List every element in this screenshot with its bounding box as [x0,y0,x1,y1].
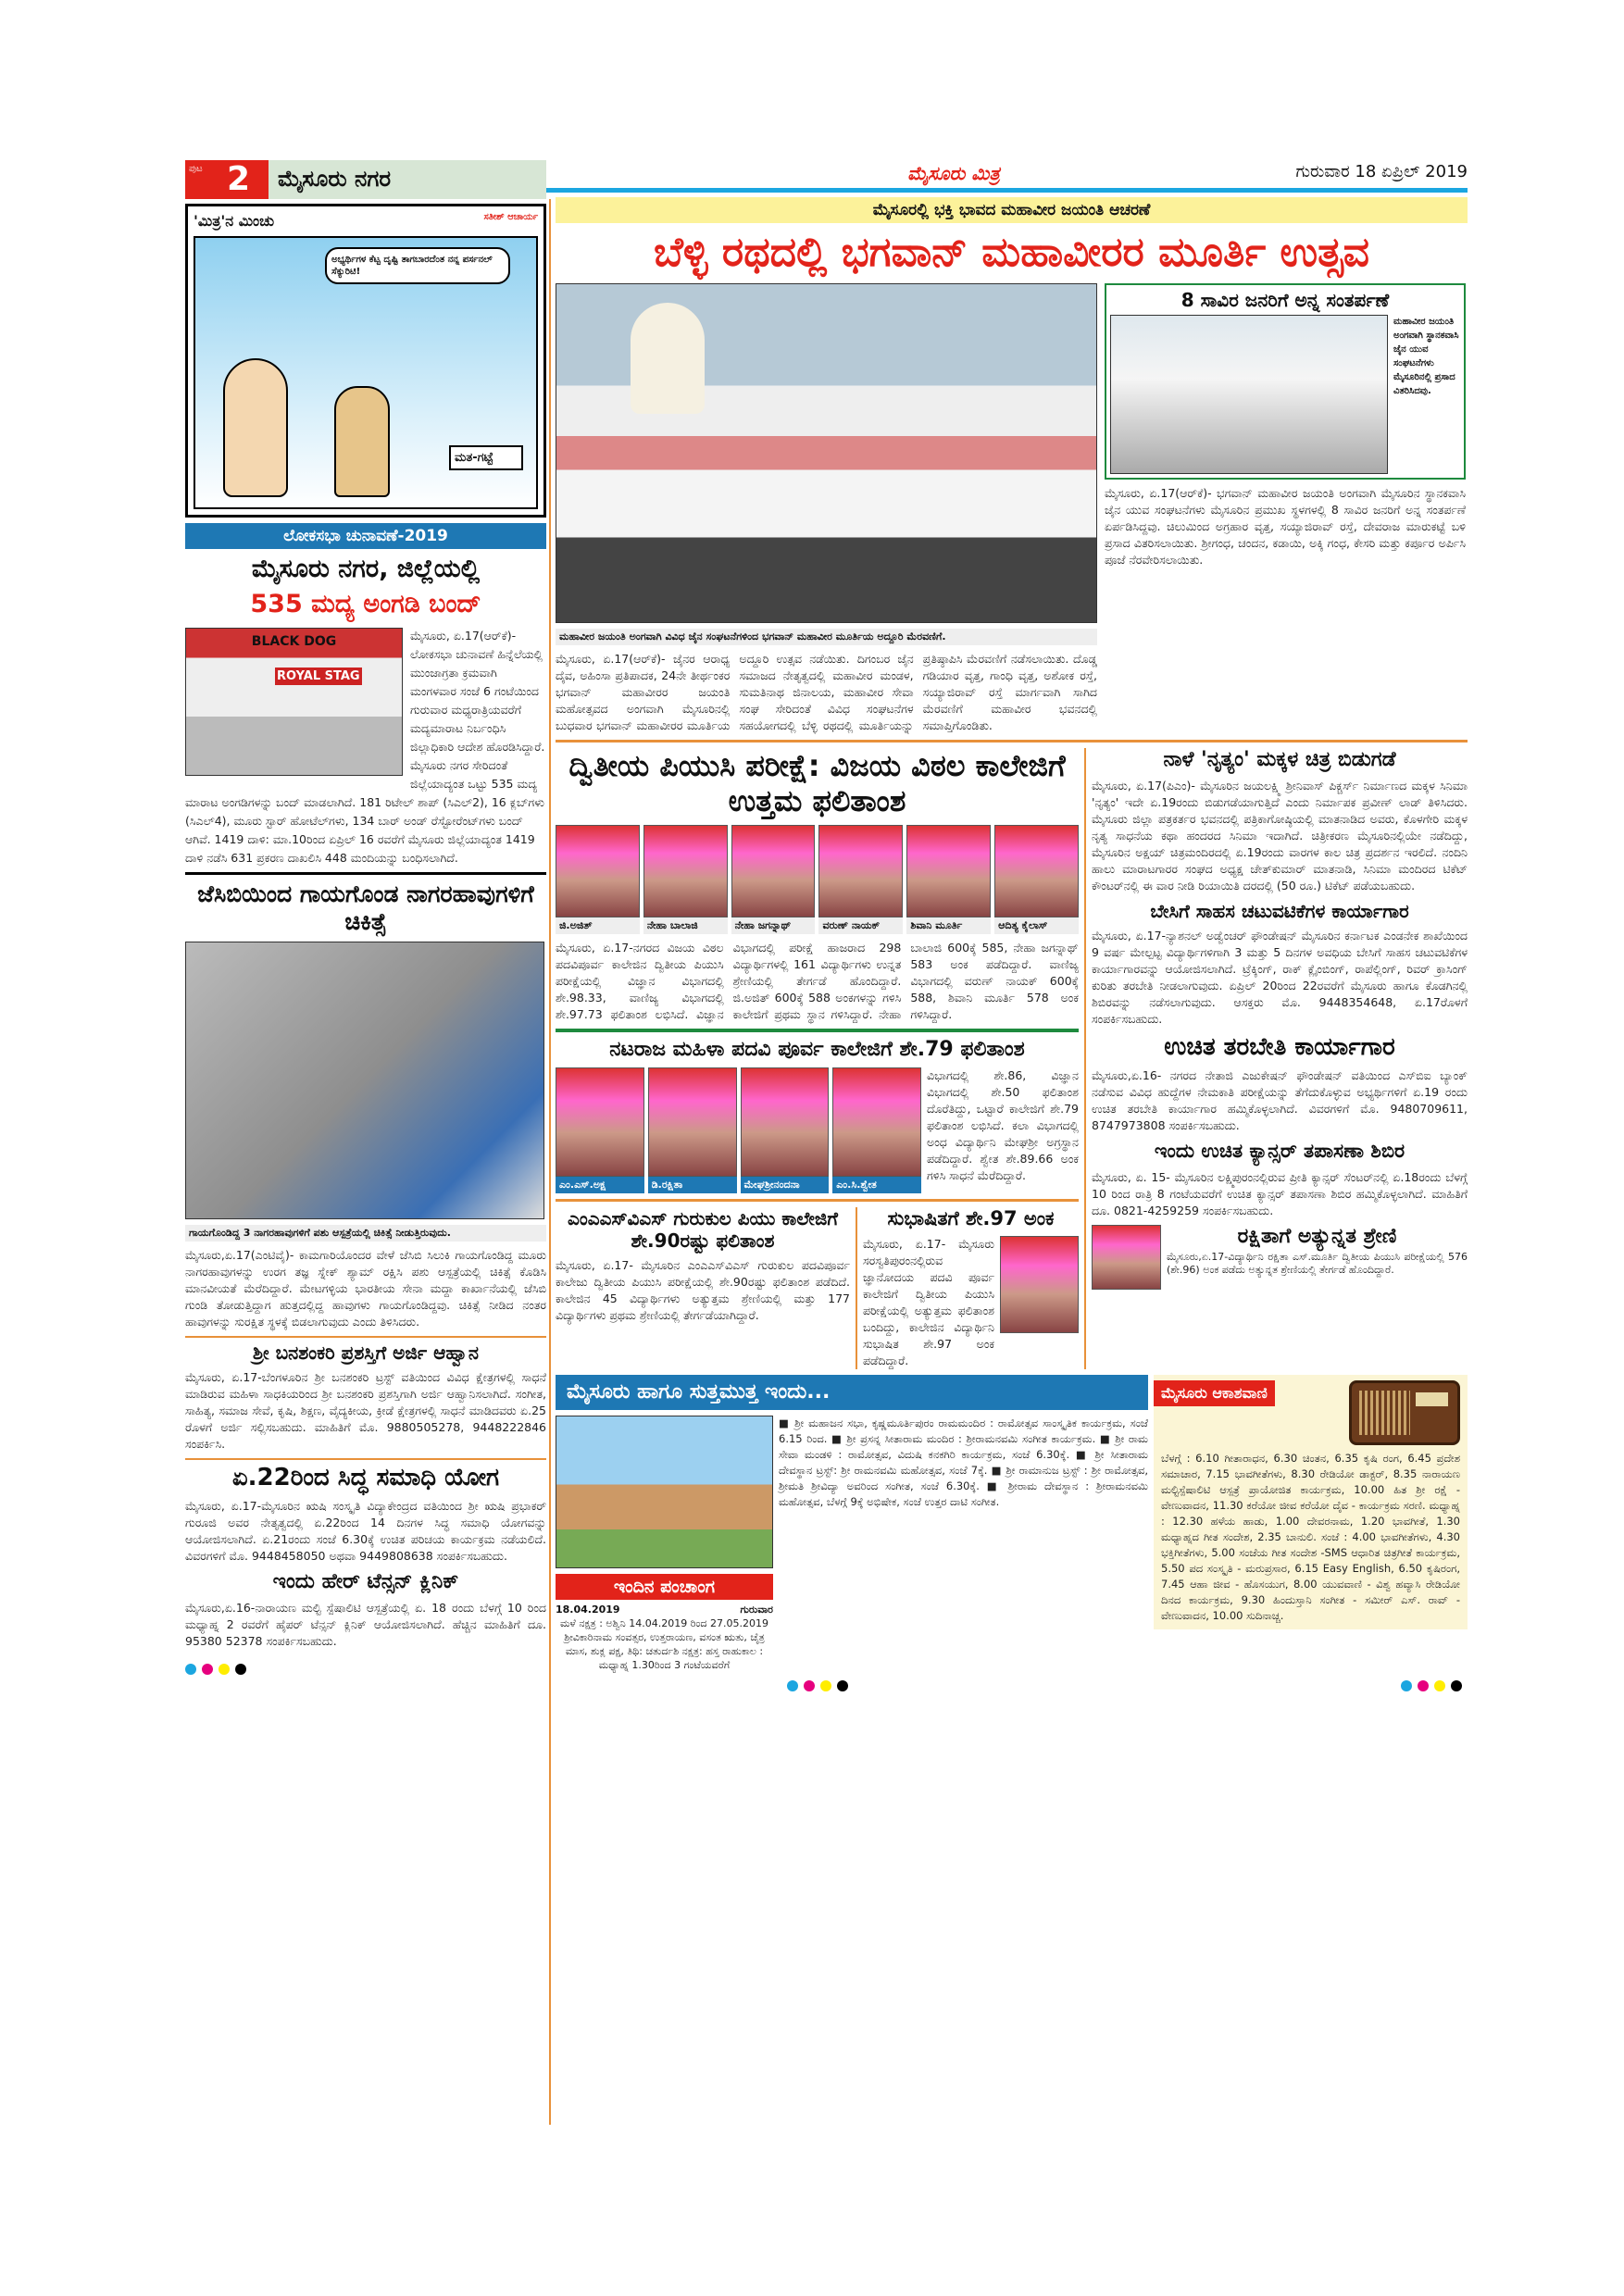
procession-photo [556,283,1097,623]
column-divider [549,199,551,2125]
loksabha-banner: ಲೋಕಸಭಾ ಚುನಾವಣೆ-2019 [185,523,546,549]
panchanga-date: 18.04.2019 [556,1603,620,1616]
student-photo [994,825,1079,917]
student-card [994,825,1079,934]
anna-photo [1110,315,1388,474]
registration-marks-right [1401,1678,1468,1695]
anna-headline: 8 ಸಾವಿರ ಜನರಿಗೆ ಅನ್ನ ಸಂತರ್ಪಣೆ [1181,288,1390,311]
student-card [556,1067,644,1193]
lead-headline: ಬೆಳ್ಳಿ ರಥದಲ್ಲಿ ಭಗವಾನ್ ಮಹಾವೀರರ ಮೂರ್ತಿ ಉತ್ಸವ [654,229,1369,276]
student-name: ಎಂ.ಎಸ್.ಅಕ್ಷ [556,1177,644,1193]
banashankari-body: ಮೈಸೂರು, ಏ.17-ಬೆಂಗಳೂರಿನ ಶ್ರೀ ಬನಶಂಕರಿ ಟ್ರಸ್ಟ್ ವತಿಯಿಂದ ವಿವಿಧ ಕ್ಷೇತ್ರಗಳಲ್ಲಿ ಸಾಧನೆ ಮಾಡಿರುವ ಮಹಿಳಾ ಸಾಧಕಿಯರಿಂದ ಶ್ರೀ ಬನಶಂಕರಿ ಪ್ರಶಸ್ತಿಗಾಗಿ ಅರ್ಜಿ ಆಹ್ವಾನಿಸಲಾಗಿದೆ. ಸಂಗೀತ, ಸಾಹಿತ್ಯ, ಸಮಾಜ ಸೇವೆ, ಕೃಷಿ, ಶಿಕ್ಷಣ, ವೈದ್ಯಕೀಯ, ಕ್ರೀಡೆ ಕ್ಷೇತ್ರಗಳಲ್ಲಿ ಸಾಧನೆ ಮಾಡಿದವರು ಏ.25 ರೊಳಗೆ ಅರ್ಜಿ ಸಲ್ಲಿಸಬಹುದು. ಮಾಹಿತಿಗೆ ಮೊ. 9880505278, 9448222846 ಸಂಪರ್ಕಿಸಿ. [185,1369,546,1451]
mahavira-statue [631,303,705,414]
student-card [556,825,640,934]
student-card [643,825,728,934]
page-label: ಪುಟ [189,164,203,174]
student-name: ಆದಿತ್ಯ ಕೈಲಾಸ್ [994,917,1079,934]
right-column [1092,748,1468,1290]
section-rule [556,1199,1079,1202]
student-name: ಜಿ.ಅಜಿತ್ [556,917,640,934]
besige-body: ಮೈಸೂರು, ಏ.17-ನ್ಯಾಶನಲ್ ಅಡ್ವೆಂಚರ್ ಫೌಂಡೇಷನ್ ಮೈಸೂರಿನ ಕರ್ನಾಟಕ ಎಂಡನೇಕ ಶಾಖೆಯಿಂದ 9 ವರ್ಷ ಮೇಲ್ಪಟ್ಟ ವಿದ್ಯಾರ್ಥಿಗಳಿಗಾಗಿ 3 ಮತ್ತು 5 ದಿನಗಳ ಅವಧಿಯ ಬೇಸಿಗೆ ಸಾಹಸ ಚಟುವಟಿಕೆಗಳ ಕಾರ್ಯಾಗಾರವನ್ನು ಆಯೋಜಿಸಲಾಗಿದೆ. ಟ್ರೆಕ್ಕಿಂಗ್, ರಾಕ್ ಕ್ಲೈಂಬಿಂಗ್, ರಾಪೆಲ್ಲಿಂಗ್, ರಿವರ್ ಕ್ರಾಸಿಂಗ್ ಕುರಿತು ತರಬೇತಿ ನೀಡಲಾಗುವುದು. ಏಪ್ರಿಲ್ 20ರಿಂದ 22ರವರೆಗೆ ಮೈಸೂರು ಹಾಗೂ ಕೊಡಗಿನಲ್ಲಿ ಶಿಬಿರವನ್ನು ನಡೆಸಲಾಗುವುದು. ಆಸಕ್ತರು ಮೊ. 9448354648, ಏ.17ರೊಳಗೆ ಸಂಪರ್ಕಿಸಬಹುದು. [1092,929,1468,1027]
today-events-top: ■ ಶ್ರೀ ಮಹಾಜನ ಸಭಾ, ಕೃಷ್ಣಮೂರ್ತಿಪುರಂ ರಾಮಮಂದಿರ : ರಾಮೋತ್ಸವ ಸಾಂಸ್ಕೃತಿಕ ಕಾರ್ಯಕ್ರಮ, ಸಂಜೆ 6.15 ರಿಂದ. ■ ಶ್ರೀ ಪ್ರಸನ್ನ ಸೀತಾರಾಮ ಮಂದಿರ : ಶ್ರೀರಾಮನವಮಿ ಸಂಗೀತ ಕಾರ್ಯಕ್ರಮ. ■ ಶ್ರೀ ರಾಮ ಸೇವಾ ಮಂಡಳಿ : ರಾಮೋತ್ಸವ, ವಿದುಷಿ ಕನಕಗಿರಿ ಕಾರ್ಯಕ್ರಮ, ಸಂಜೆ 6.30ಕ್ಕೆ. ■ ಶ್ರೀ ಸೀತಾರಾಮ ದೇವಸ್ಥಾನ ಟ್ರಸ್ಟ್: ಶ್ರೀ ರಾಮನವಮಿ ಮಹೋತ್ಸವ, ಸಂಜೆ 7ಕ್ಕೆ. ■ ಶ್ರೀ ರಾಮಾನುಜ ಟ್ರಸ್ಟ್ : ಶ್ರೀ ರಾಮೋತ್ಸವ, ಶ್ರೀಮತಿ ಶ್ರೀವಿದ್ಯಾ ಅವರಿಂದ ಸಂಗೀತ, ಸಂಜೆ 6.30ಕ್ಕೆ. ■ ಶ್ರೀರಾಮ ದೇವಸ್ಥಾನ : ಶ್ರೀರಾಮನವಮಿ ಮಹೋತ್ಸವ, ಬೆಳಗ್ಗೆ 9ಕ್ಕೆ ಅಭಿಷೇಕ, ಸಂಜೆ ಉತ್ತರ ದಾಟಿ ಸಂಗೀತ. [779,1416,1148,1509]
mms-body: ಮೈಸೂರು, ಏ.17- ಮೈಸೂರಿನ ಎಂಎಎಸ್‌ವಿಎಸ್ ಗುರುಕುಲ ಪದವಿಪೂರ್ವ ಕಾಲೇಜು ದ್ವಿತೀಯ ಪಿಯುಸಿ ಪರೀಕ್ಷೆಯಲ್ಲಿ ಶೇ.90ರಷ್ಟು ಫಲಿತಾಂಶ ಪಡೆದಿದೆ. ಕಾಲೇಜಿನ 45 ವಿದ್ಯಾರ್ಥಿಗಳು ಅತ್ಯುತ್ತಮ ಶ್ರೇಣಿಯಲ್ಲಿ ಮತ್ತು 177 ವಿದ್ಯಾರ್ಥಿಗಳು ಪ್ರಥಮ ಶ್ರೇಣಿಯಲ್ಲಿ ತೇರ್ಗಡೆಯಾಗಿದ್ದಾರೆ. [556,1257,850,1322]
yoga-body: ಮೈಸೂರು, ಏ.17-ಮೈಸೂರಿನ ಋಷಿ ಸಂಸ್ಕೃತಿ ವಿದ್ಯಾಕೇಂದ್ರದ ವತಿಯಿಂದ ಶ್ರೀ ಋಷಿ ಪ್ರಭಾಕರ್ ಗುರೂಜಿ ಅವರ ನೇತೃತ್ವದಲ್ಲಿ ಏ.22ರಿಂದ 14 ದಿನಗಳ ಸಿದ್ಧ ಸಮಾಧಿ ಯೋಗವನ್ನು ಆಯೋಜಿಸಲಾಗಿದೆ. ಏ.21ರಂದು ಸಂಜೆ 6.30ಕ್ಕೆ ಉಚಿತ ಪರಿಚಯ ಕಾರ್ಯಕ್ರಮ ನಡೆಯಲಿದೆ. ವಿವರಗಳಿಗೆ ಮೊ. 9448458050 ಅಥವಾ 9449808638 ಸಂಪರ್ಕಿಸಬಹುದು. [185,1498,546,1563]
loksabha-body: ಮೈಸೂರು, ಏ.17(ಆರ್‌ಕೆ)- ಲೋಕಸಭಾ ಚುನಾವಣೆ ಹಿನ್ನೆಲೆಯಲ್ಲಿ ಮುಂಜಾಗ್ರತಾ ಕ್ರಮವಾಗಿ ಮಂಗಳವಾರ ಸಂಜೆ 6 ಗಂಟೆಯಿಂದ ಗುರುವಾರ ಮಧ್ಯರಾತ್ರಿಯವರೆಗೆ ಮದ್ಯಮಾರಾಟ ನಿರ್ಬಂಧಿಸಿ ಜಿಲ್ಲಾಧಿಕಾರಿ ಆದೇಶ ಹೊರಡಿಸಿದ್ದಾರೆ. ಮೈಸೂರು ನಗರ ಸೇರಿದಂತೆ ಜಿಲ್ಲೆಯಾದ್ಯಂತ ಒಟ್ಟು 535 ಮದ್ಯ ಮಾರಾಟ ಅಂಗಡಿಗಳನ್ನು ಬಂದ್ ಮಾಡಲಾಗಿದೆ. 181 ರಿಟೇಲ್ ಶಾಪ್ (ಸಿಎಲ್2), 16 ಕ್ಲಬ್‌ಗಳು (ಸಿಎಲ್4), ಮೂರು ಸ್ಟಾರ್ ಹೋಟೆಲ್‌ಗಳು, 134 ಬಾರ್ ಅಂಡ್ ರೆಸ್ಟೋರೆಂಟ್‌ಗಳು ಬಂದ್ ಆಗಿವೆ. 1419 ದಾಳಿ: ಮಾ.10ರಿಂದ ಏಪ್ರಿಲ್ 16 ರವರೆಗೆ ಮೈಸೂರು ಜಿಲ್ಲೆಯಾದ್ಯಂತ 1419 ದಾಳಿ ನಡೆಸಿ 631 ಪ್ರಕರಣ ದಾಖಲಿಸಿ 448 ಮಂದಿಯನ್ನು ಬಂಧಿಸಲಾಗಿದೆ. [185,628,545,865]
yoga-headline: ಏ.22ರಿಂದ ಸಿದ್ಧ ಸಮಾಧಿ ಯೋಗ [185,1458,546,1492]
left-column [185,204,546,1678]
nataraja-headline: ನಟರಾಜ ಮಹಿಳಾ ಪದವಿ ಪೂರ್ವ ಕಾಲೇಜಿಗೆ ಶೇ.79 ಫಲಿತಾಂಶ [609,1037,1025,1061]
radio-schedule: ಬೆಳಗ್ಗೆ : 6.10 ಗೀತಾರಾಧನ, 6.30 ಚಿಂತನ, 6.35 ಕೃಷಿ ರಂಗ, 6.45 ಪ್ರದೇಶ ಸಮಾಚಾರ, 7.15 ಭಾವಗೀತೆಗಳು, 8.30 ರೇಡಿಯೋ ಡಾಕ್ಟರ್, 8.35 ನಾರಾಯಣ ಮಲ್ಟಿಸ್ಪೆಷಾಲಿಟಿ ಆಸ್ಪತ್ರೆ ಪ್ರಾಯೋಜಿತ ಕಾರ್ಯಕ್ರಮ, 10.00 ಹಿತ ಶ್ರೀ ರಕ್ಷೆ - ವೇಣುವಾದನ, 11.30 ಕರೆಯೋ ಜೀವ ಕರೆಯೋ ದೈವ - ಕಾರ್ಯಕ್ರಮ ಸರಣಿ. ಮಧ್ಯಾಹ್ನ : 12.30 ಹಳೆಯ ಹಾಡು, 1.00 ದೇವರನಾಮ, 1.20 ಭಾವಗೀತೆ, 1.30 ಮಧ್ಯಾಹ್ನದ ಗೀತ ಸಂದೇಶ, 2.35 ಬಾನುಲಿ. ಸಂಜೆ : 4.00 ಭಾವಗೀತೆಗಳು, 4.30 ಭಕ್ತಿಗೀತೆಗಳು, 5.00 ಸಂಜೆಯ ಗೀತ ಸಂದೇಶ -SMS ಆಧಾರಿತ ಚಿತ್ರಗೀತೆ ಕಾರ್ಯಕ್ರಮ, 5.50 ಪದ ಸಂಸ್ಕೃತಿ - ಮರುಪ್ರಸಾರ, 6.15 Easy English, 6.50 ಕೃಷಿರಂಗ, 7.45 ಆಹಾ ಜೀವ - ಹೊಸಯುಗ, 8.00 ಯುವವಾಣಿ - ವಿಶ್ವ ಹವ್ಯಾಸಿ ರೇಡಿಯೋ ದಿನದ ಕಾರ್ಯಕ್ರಮ, 9.30 ಹಿಂದುಸ್ತಾನಿ ಸಂಗೀತ - ಸಮೀರ್ ಎಸ್. ರಾವ್ - ವೇಣುವಾದನ, 10.00 ಸುದಿನಾಚ್ಚ. [1161,1452,1460,1623]
snake-headline: ಜೆಸಿಬಿಯಿಂದ ಗಾಯಗೊಂಡ ನಾಗರಹಾವುಗಳಿಗೆ ಚಿಕಿತ್ಸೆ [185,872,546,936]
cartoon-figure [223,358,288,497]
radio-title: ಮೈಸೂರು ಆಕಾಶವಾಣಿ [1154,1380,1275,1406]
rakshitha-headline: ರಕ್ಷಿತಾಗೆ ಅತ್ಯುನ್ನತ ಶ್ರೇಣಿ [1237,1224,1397,1248]
student-card [832,1067,921,1193]
mms-headline: ಎಂಎಎಸ್‌ವಿಎಸ್ ಗುರುಕುಲ ಪಿಯು ಕಾಲೇಜಿಗೆ ಶೇ.90ರಷ್ಟು ಫಲಿತಾಂಶ [568,1206,838,1252]
panchanga-title: ಇಂದಿನ ಪಂಚಾಂಗ [556,1574,773,1600]
speech-bubble: ಅಭ್ಯರ್ಥಿಗಳ ಕೆಟ್ಟ ದೃಷ್ಟಿ ತಾಗಬಾರದೆಂತ ನನ್ನ ಪರ್ಸನಲ್ ಸೆಕ್ಯುರಿಟಿ! [325,247,510,284]
nataraja-body: ವಿಭಾಗದಲ್ಲಿ ಶೇ.86, ವಿಜ್ಞಾನ ವಿಭಾಗದಲ್ಲಿ ಶೇ.50 ಫಲಿತಾಂಶ ದೊರೆತಿದ್ದು, ಒಟ್ಟಾರೆ ಕಾಲೇಜಿಗೆ ಶೇ.79 ಫಲಿತಾಂಶ ಲಭಿಸಿದೆ. ಕಲಾ ವಿಭಾಗದಲ್ಲಿ ಅಂಧ ವಿದ್ಯಾರ್ಥಿನಿ ಮೇಘಶ್ರೀ ಅಗ್ರಸ್ಥಾನ ಪಡೆದಿದ್ದಾರೆ. ಶ್ವೇತ ಶೇ.89.66 ಅಂಕ ಗಳಿಸಿ ಸಾಧನೆ ಮೆರೆದಿದ್ದಾರೆ. [927,1067,1079,1182]
nataraja-rule [556,1029,1079,1032]
lead-body: ಮೈಸೂರು, ಏ.17(ಆರ್‌ಕೆ)- ಜೈನರ ಆರಾಧ್ಯ ದೈವ, ಅಹಿಂಸಾ ಪ್ರತಿಪಾದಕ, 24ನೇ ತೀರ್ಥಂಕರ ಭಗವಾನ್ ಮಹಾವೀರರ ಜಯಂತಿ ಮಹೋತ್ಸವದ ಅಂಗವಾಗಿ ಮೈಸೂರಿನಲ್ಲಿ ಬುಧವಾರ ಭಗವಾನ್ ಮಹಾವೀರರ ಮೂರ್ತಿಯ ಅದ್ದೂರಿ ಉತ್ಸವ ನಡೆಯಿತು. ದಿಗಂಬರ ಜೈನ ಸಮಾಜದ ನೇತೃತ್ವದಲ್ಲಿ ಮಹಾವೀರ ಮಂಡಳ, ಸುಮತಿನಾಥ ಜಿನಾಲಯ, ಮಹಾವೀರ ಸೇವಾ ಸಂಘ ಸೇರಿದಂತೆ ವಿವಿಧ ಸಂಘಟನೆಗಳ ಸಹಯೋಗದಲ್ಲಿ ಬೆಳ್ಳಿ ರಥದಲ್ಲಿ ಮೂರ್ತಿಯನ್ನು ಪ್ರತಿಷ್ಠಾಪಿಸಿ ಮೆರವಣಿಗೆ ನಡೆಸಲಾಯಿತು. ದೊಡ್ಡ ಗಡಿಯಾರ ವೃತ್ತ, ಗಾಂಧಿ ವೃತ್ತ, ಅಶೋಕ ರಸ್ತೆ, ಸಯ್ಯಾಜಿರಾವ್ ರಸ್ತೆ ಮಾರ್ಗವಾಗಿ ಸಾಗಿದ ಮೆರವಣಿಗೆ ಮಹಾವೀರ ಭವನದಲ್ಲಿ ಸಮಾಪ್ತಿಗೊಂಡಿತು. [556,651,1097,732]
panchanga-body: ಮಳೆ ನಕ್ಷತ್ರ : ಅಶ್ವಿನಿ 14.04.2019 ರಿಂದ 27.05.2019 ಶ್ರೀವಿಕಾರಿನಾಮ ಸಂವತ್ಸರ, ಉತ್ತರಾಯಣ, ವಸಂತ ಋತು, ಚೈತ್ರ ಮಾಸ, ಶುಕ್ಲ ಪಕ್ಷ, ತಿಥಿ: ಚತುರ್ದಶಿ ನಕ್ಷತ್ರ: ಹಸ್ತ ರಾಹುಕಾಲ : ಮಧ್ಯಾಹ್ನ 1.30ರಿಂದ 3 ಗಂಟೆಯವರೆಗೆ [559,1617,769,1672]
student-photo [906,825,991,917]
nataraja-photos [556,1067,921,1193]
issue-date: ಗುರುವಾರ 18 ಏಪ್ರಿಲ್ 2019 [1295,162,1468,181]
middle-column [556,748,1079,1369]
student-card [906,825,991,934]
cartoon-artist: ಸತೀಶ್ ಆಚಾರ್ಯ [483,212,538,222]
liquor-shop-photo [185,628,403,776]
student-photo [556,1067,644,1177]
anna-side-caption: ಮಹಾವೀರ ಜಯಂತಿ ಅಂಗವಾಗಿ ಸ್ಥಾನಕವಾಸಿ ಜೈನ ಯುವ ಸಂಘಟನೆಗಳು ಮೈಸೂರಿನಲ್ಲಿ ಪ್ರಸಾದ ವಿತರಿಸಿದವು. [1393,316,1459,396]
lead-caption: ಮಹಾವೀರ ಜಯಂತಿ ಅಂಗವಾಗಿ ವಿವಿಧ ಜೈನ ಸಂಘಟನೆಗಳಿಂದ ಭಗವಾನ್ ಮಹಾವೀರ ಮೂರ್ತಿಯ ಅದ್ದೂರಿ ಮೆರವಣಿಗೆ. [556,629,1097,645]
nrityam-body: ಮೈಸೂರು, ಏ.17(ಪಿಎಂ)- ಮೈಸೂರಿನ ಜಯಲಕ್ಷ್ಮಿ ಶ್ರೀನಿವಾಸ್ ಪಿಕ್ಚರ್ಸ್ ನಿರ್ಮಾಣದ ಮಕ್ಕಳ ಸಿನಿಮಾ 'ನೃತ್ಯಂ' ಇದೇ ಏ.19ರಂದು ಬಿಡುಗಡೆಯಾಗುತ್ತಿದೆ ಎಂದು ನಿರ್ಮಾಪಕ ಪ್ರವೀಣ್ ಲಾಡ್ ತಿಳಿಸಿದರು. ಮೈಸೂರು ಜಿಲ್ಲಾ ಪತ್ರಕರ್ತರ ಭವನದಲ್ಲಿ ಪತ್ರಿಕಾಗೋಷ್ಠಿಯಲ್ಲಿ ಮಾತನಾಡಿದ ಅವರು, ಕೊಳಗೇರಿ ಮಕ್ಕಳ ನೃತ್ಯ ಸಾಧನೆಯ ಕಥಾ ಹಂದರದ ಸಿನಿಮಾ ಇದಾಗಿದೆ. ಚಿತ್ರೀಕರಣ ಮೈಸೂರಿನಲ್ಲಿಯೇ ನಡೆದಿದ್ದು, ಮೈಸೂರಿನ ಅಕ್ಷಯ್ ಚಿತ್ರಮಂದಿರದಲ್ಲಿ ಏ.19ರಂದು ವಾರಗಳ ಕಾಲ ಚಿತ್ರ ಪ್ರದರ್ಶನ ಇರಲಿದೆ. ನಂದಿನಿ ಹಾಲು ಮಾರಾಟಗಾರರ ಸಂಘದ ಅಧ್ಯಕ್ಷ ಚೇತ್‌ಕುಮಾರ್ ಮಾತನಾಡಿ, ಸಿನಿಮಾ ಮಂದಿರದ ಟಿಕೆಟ್ ಕೌಂಟರ್‌ನಲ್ಲಿ ಈ ವಾರ ನೀಡಿ ರಿಯಾಯಿತಿ ದರದಲ್ಲಿ (50 ರೂ.) ಟಿಕೆಟ್ ಪಡೆಯಬಹುದು. [1092,779,1468,893]
loksabha-headline-2: 535 ಮದ್ಯ ಅಂಗಡಿ ಬಂದ್ [250,590,481,619]
shop-sign-black-dog: BLACK DOG [251,633,337,649]
student-card [731,825,816,934]
cartoon-title: 'ಮಿತ್ರ'ನ ಮಿಂಚು [194,212,275,230]
student-card [648,1067,737,1193]
banashankari-headline: ಶ್ರೀ ಬನಶಂಕರಿ ಪ್ರಶಸ್ತಿಗೆ ಅರ್ಜಿ ಆಹ್ವಾನ [185,1336,546,1364]
student-name: ನೇಹಾ ಬಾಲಾಜಿ [643,917,728,934]
student-photo [556,825,640,917]
student-name: ಶಿವಾನಿ ಮೂರ್ತಿ [906,917,991,934]
cartoon-box [185,204,546,518]
rakshitha-photo [1092,1225,1161,1290]
registration-marks-left [185,1661,546,1678]
cancer-body: ಮೈಸೂರು, ಏ. 15- ಮೈಸೂರಿನ ಲಕ್ಷ್ಮಿಪುರಂನಲ್ಲಿರುವ ಪ್ರೀತಿ ಕ್ಯಾನ್ಸರ್ ಸೆಂಟರ್‌ನಲ್ಲಿ ಏ.18ರಂದು ಬೆಳಗ್ಗೆ 10 ರಿಂದ ರಾತ್ರಿ 8 ಗಂಟೆಯವರೆಗೆ ಉಚಿತ ಕ್ಯಾನ್ಸರ್ ತಪಾಸಣಾ ಶಿಬಿರ ಹಮ್ಮಿಕೊಳ್ಳಲಾಗಿದೆ. ಮಾಹಿತಿಗೆ ದೂ. 0821-4259259 ಸಂಪರ್ಕಿಸಬಹುದು. [1092,1169,1468,1217]
uchita-body: ಮೈಸೂರು,ಏ.16- ನಗರದ ನೇತಾಜಿ ಎಜುಕೇಷನ್ ಫೌಂಡೇಷನ್ ವತಿಯಿಂದ ಎಸ್‌ಬಿಐ ಬ್ಯಾಂಕ್ ನಡೆಸುವ ವಿವಿಧ ಹುದ್ದೆಗಳ ನೇಮಕಾತಿ ಪರೀಕ್ಷೆಯನ್ನು ತೆಗೆದುಕೊಳ್ಳುವ ಅಭ್ಯರ್ಥಿಗಳಿಗೆ ಏ.19 ರಂದು ಉಚಿತ ತರಬೇತಿ ಕಾರ್ಯಾಗಾರ ಹಮ್ಮಿಕೊಳ್ಳಲಾಗಿದೆ. ವಿವರಗಳಿಗೆ ಮೊ. 9480709611, 8747973808 ಸಂಪರ್ಕಿಸಬಹುದು. [1092,1068,1468,1133]
loksabha-headline-1: ಮೈಸೂರು ನಗರ, ಜಿಲ್ಲೆಯಲ್ಲಿ [251,555,481,583]
panchanga-box [556,1574,773,1672]
rakshitha-body: ಮೈಸೂರು,ಏ.17-ವಿದ್ಯಾರ್ಥಿನಿ ರಕ್ಷಿತಾ ಎಸ್.ಮೂರ್ತಿ ದ್ವಿತೀಯ ಪಿಯುಸಿ ಪರೀಕ್ಷೆಯಲ್ಲಿ 576 (ಶೇ.96) ಅಂಕ ಪಡೆದು ಅತ್ಯುನ್ನತ ಶ್ರೇಣಿಯಲ್ಲಿ ತೇರ್ಗಡೆ ಹೊಂದಿದ್ದಾರೆ. [1167,1250,1468,1276]
cartoon-illustration [194,236,538,509]
panchanga-day: ಗುರುವಾರ [740,1603,773,1616]
subhashitha-headline: ಸುಭಾಷಿತಗೆ ಶೇ.97 ಅಂಕ [887,1206,1055,1229]
student-name: ನೇಹಾ ಜಗನ್ನಾಥ್ [731,917,816,934]
vijaya-photos [556,825,1079,934]
registration-marks-center [787,1678,854,1695]
lead-kicker: ಮೈಸೂರಲ್ಲಿ ಭಕ್ತಿ ಭಾವದ ಮಹಾವೀರ ಜಯಂತಿ ಆಚರಣೆ [556,197,1468,223]
besige-headline: ಬೇಸಿಗೆ ಸಾಹಸ ಚಟುವಟಿಕೆಗಳ ಕಾರ್ಯಾಗಾರ [1150,900,1409,923]
student-photo [731,825,816,917]
cancer-headline: ಇಂದು ಉಚಿತ ಕ್ಯಾನ್ಸರ್ ತಪಾಸಣಾ ಶಿಬಿರ [1154,1140,1405,1163]
column-divider [856,1207,857,1369]
vijaya-headline: ದ್ವಿತೀಯ ಪಿಯುಸಿ ಪರೀಕ್ಷೆ: ವಿಜಯ ವಿಠಲ ಕಾಲೇಜಿಗೆ ಉತ್ತಮ ಫಲಿತಾಂಶ [568,747,1066,819]
today-banner: ಮೈಸೂರು ಹಾಗೂ ಸುತ್ತಮುತ್ತ ಇಂದು... [556,1375,1148,1410]
student-photo [741,1067,830,1177]
page-tab [185,160,546,199]
main-area [556,197,1468,1695]
loksabha-story [185,626,546,867]
section-title: ಮೈಸೂರು ನಗರ [278,166,392,192]
column-divider [1084,748,1086,1369]
student-photo [643,825,728,917]
nrityam-headline: ನಾಳೆ 'ನೃತ್ಯಂ' ಮಕ್ಕಳ ಚಿತ್ರ ಬಿಡುಗಡೆ [1163,747,1396,771]
second-row [556,748,1468,1369]
cartoon-sign: ಮತ-ಗಟ್ಟೆ [449,445,523,470]
student-name: ವರುಣ್ ನಾಯಕ್ [818,917,903,934]
subhashitha-photo [1000,1236,1079,1333]
snake-caption: ಗಾಯಗೊಂಡಿದ್ದ 3 ನಾಗರಹಾವುಗಳಿಗೆ ಪಶು ಆಸ್ಪತ್ರೆಯಲ್ಲಿ ಚಿಕಿತ್ಸೆ ನೀಡುತ್ತಿರುವುದು. [185,1225,546,1242]
subhashitha-body: ಮೈಸೂರು, ಏ.17- ಮೈಸೂರು ಸರಸ್ವತಿಪುರಂನಲ್ಲಿರುವ ಜ್ಞಾನೋದಯ ಪದವಿ ಪೂರ್ವ ಕಾಲೇಜಿಗೆ ದ್ವಿತೀಯ ಪಿಯುಸಿ ಪರೀಕ್ಷೆಯಲ್ಲಿ ಅತ್ಯುತ್ತಮ ಫಲಿತಾಂಶ ಬಂದಿದ್ದು, ಕಾಲೇಜಿನ ವಿದ್ಯಾರ್ಥಿನಿ ಸುಭಾಷಿತ ಶೇ.97 ಅಂಕ ಪಡೆದಿದ್ದಾರೆ. [863,1237,994,1368]
cartoon-policeman [334,386,390,497]
student-card [818,825,903,934]
shop-sign-royal-stag: ROYAL STAG [277,668,360,683]
anna-box [1105,283,1466,480]
header-rule [546,188,1468,193]
snake-photo [185,942,544,1219]
student-name: ಡಿ.ರಕ್ಷಿತಾ [648,1177,737,1193]
page-number: 2 [227,160,251,198]
student-photo [818,825,903,917]
lead-row [556,283,1468,734]
student-name: ಎಂ.ಸಿ.ಶ್ವೇತ [832,1177,921,1193]
student-card [741,1067,830,1193]
anna-body: ಮೈಸೂರು, ಏ.17(ಆರ್‌ಕೆ)- ಭಗವಾನ್ ಮಹಾವೀರ ಜಯಂತಿ ಅಂಗವಾಗಿ ಮೈಸೂರಿನ ಸ್ಥಾನಕವಾಸಿ ಜೈನ ಯುವ ಸಂಘಟನೆಗಳು ಮೈಸೂರಿನ ಪ್ರಮುಖ ಸ್ಥಳಗಳಲ್ಲಿ 8 ಸಾವಿರ ಜನರಿಗೆ ಅನ್ನ ಸಂತರ್ಪಣೆ ಏರ್ಪಡಿಸಿದ್ದವು. ಚಿಲುಮಿಂದ ಅಗ್ರಹಾರ ವೃತ್ತ, ಸಯ್ಯಾಜಿರಾವ್ ರಸ್ತೆ, ದೇವರಾಜ ಮಾರುಕಟ್ಟೆ ಬಳಿ ಪ್ರಸಾದ ವಿತರಿಸಲಾಯಿತು. ಶ್ರೀಗಂಧ, ಚಂದನ, ಕಡಾಯಿ, ಅಕ್ಕಿ ಗಂಧ, ಕೇಸರಿ ಮತ್ತು ಕರ್ಪೂರ ಅರ್ಪಿಸಿ ಪೂಜೆ ನೆರವೇರಿಸಲಾಯಿತು. [1105,485,1466,567]
masthead: ಮೈಸೂರು ಮಿತ್ರ [907,162,1000,184]
hair-headline: ಇಂದು ಹೇರ್ ಟೆನ್ಸನ್ ಕ್ಲಿನಿಕ್ [272,1569,459,1593]
bottom-band [556,1375,1468,1672]
vijaya-body: ಮೈಸೂರು, ಏ.17-ನಗರದ ವಿಜಯ ವಿಠಲ ಪದವಿಪೂರ್ವ ಕಾಲೇಜಿನ ದ್ವಿತೀಯ ಪಿಯುಸಿ ಪರೀಕ್ಷೆಯಲ್ಲಿ ವಿಜ್ಞಾನ ವಿಭಾಗದಲ್ಲಿ ಶೇ.98.33, ವಾಣಿಜ್ಯ ವಿಭಾಗದಲ್ಲಿ ಶೇ.97.73 ಫಲಿತಾಂಶ ಲಭಿಸಿದೆ. ವಿಜ್ಞಾನ ವಿಭಾಗದಲ್ಲಿ ಪರೀಕ್ಷೆ ಹಾಜರಾದ 298 ವಿದ್ಯಾರ್ಥಿಗಳಲ್ಲಿ 161 ವಿದ್ಯಾರ್ಥಿಗಳು ಉನ್ನತ ಶ್ರೇಣಿಯಲ್ಲಿ ತೇರ್ಗಡೆ ಹೊಂದಿದ್ದಾರೆ. ಜಿ.ಅಜಿತ್ 600ಕ್ಕೆ 588 ಅಂಕಗಳನ್ನು ಗಳಿಸಿ ಕಾಲೇಜಿಗೆ ಪ್ರಥಮ ಸ್ಥಾನ ಗಳಿಸಿದ್ದಾರೆ. ನೇಹಾ ಬಾಲಾಜಿ 600ಕ್ಕೆ 585, ನೇಹಾ ಜಗನ್ನಾಥ್ 583 ಅಂಕ ಪಡೆದಿದ್ದಾರೆ. ವಾಣಿಜ್ಯ ವಿಭಾಗದಲ್ಲಿ ವರುಣ್ ನಾಯಕ್ 600ಕ್ಕೆ 588, ಶಿವಾನಿ ಮೂರ್ತಿ 578 ಅಂಕ ಗಳಿಸಿದ್ದಾರೆ. [556,940,1079,1021]
snake-body: ಮೈಸೂರು,ಏ.17(ಎಂಟಿವೈ)- ಕಾಮಗಾರಿಯೊಂದರ ವೇಳೆ ಜೆಸಿಬಿ ಸಿಲುಕಿ ಗಾಯಗೊಂಡಿದ್ದ ಮೂರು ನಾಗರಹಾವುಗಳನ್ನು ಉರಗ ತಜ್ಞ ಸ್ನೇಕ್ ಶ್ಯಾಮ್ ರಕ್ಷಿಸಿ ಪಶು ಆಸ್ಪತ್ರೆಯಲ್ಲಿ ಚಿಕಿತ್ಸೆ ಕೊಡಿಸಿ ಮಾನವೀಯತೆ ಮೆರೆದಿದ್ದಾರೆ. ಮೇಟಗಳ್ಳಿಯ ಭಾರತೀಯ ಸೇನಾ ಮದ್ದಾ ಕಾರ್ಖಾನೆಯಲ್ಲಿ ಜೆಸಿಬಿ ಗುಂಡಿ ತೋಡುತ್ತಿದ್ದಾಗ ಹುತ್ತದಲ್ಲಿದ್ದ ಹಾವುಗಳು ಗಾಯಗೊಂಡಿದ್ದವು. ಚಿಕಿತ್ಸೆ ನೀಡಿದ ನಂತರ ಹಾವುಗಳನ್ನು ಸುರಕ್ಷಿತ ಸ್ಥಳಕ್ಕೆ ಬಿಡಲಾಗುವುದು ಎಂದು ತಿಳಿಸಿದರು. [185,1247,546,1329]
radio-icon [1349,1380,1460,1445]
student-name: ಮೇಘಶ್ರೀನಂದನಾ [741,1177,830,1193]
student-photo [648,1067,737,1177]
mysore-palace-photo [556,1416,773,1568]
uchita-headline: ಉಚಿತ ತರಬೇತಿ ಕಾರ್ಯಾಗಾರ [1164,1033,1395,1062]
hair-body: ಮೈಸೂರು,ಏ.16-ನಾರಾಯಣ ಮಲ್ಟಿ ಸ್ಪೆಷಾಲಿಟಿ ಆಸ್ಪತ್ರೆಯಲ್ಲಿ ಏ. 18 ರಂದು ಬೆಳಗ್ಗೆ 10 ರಿಂದ ಮಧ್ಯಾಹ್ನ 2 ರವರೆಗೆ ಹೈಪರ್ ಟೆನ್ಸನ್ ಕ್ಲಿನಿಕ್ ಆಯೋಜಿಸಲಾಗಿದೆ. ಹೆಚ್ಚಿನ ಮಾಹಿತಿಗೆ ದೂ. 95380 52378 ಸಂಪರ್ಕಿಸಬಹುದು. [185,1601,546,1649]
student-photo [832,1067,921,1177]
radio-box [1154,1375,1468,1629]
section-rule [556,740,1468,742]
